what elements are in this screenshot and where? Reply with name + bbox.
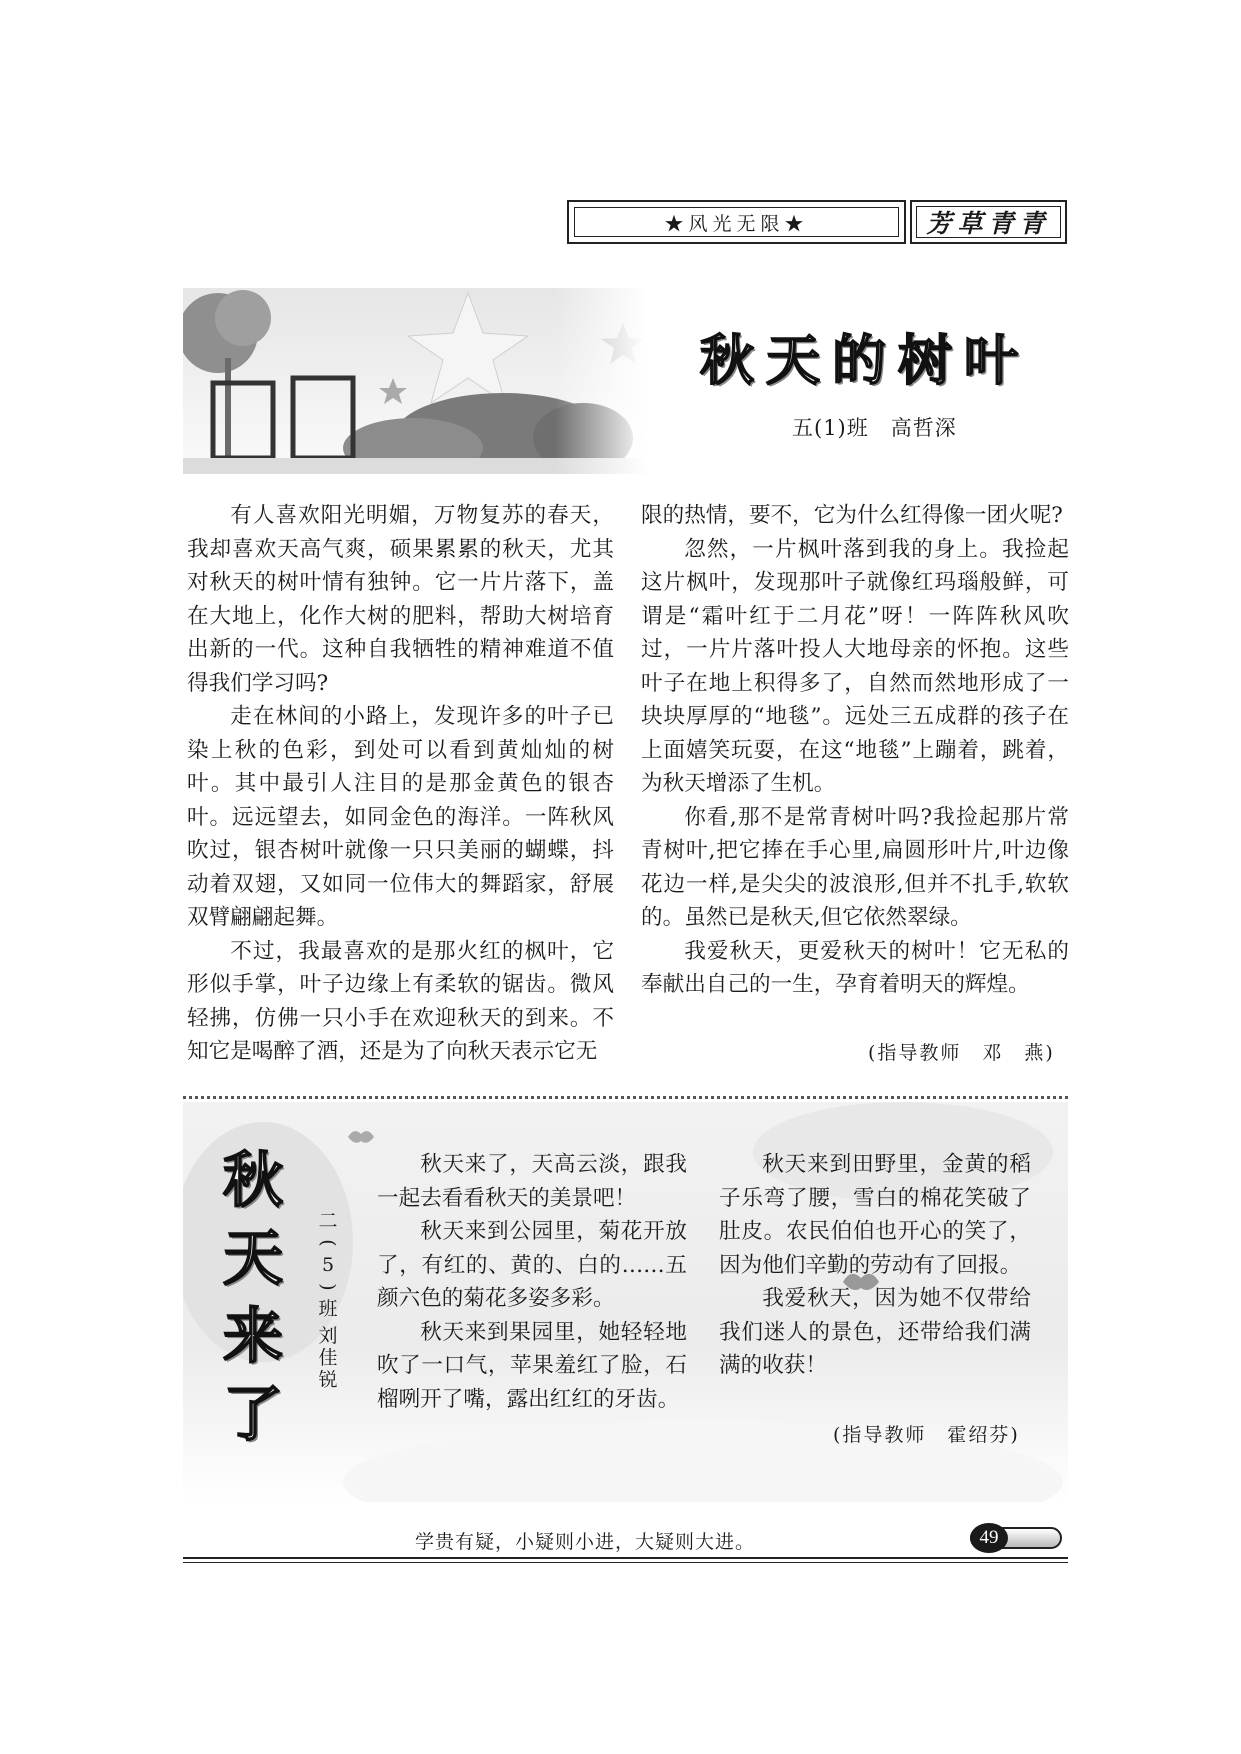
article-title: 秋天的树叶 (700, 328, 1030, 392)
section-divider (183, 1096, 1068, 1099)
autumn-landscape-illustration (183, 288, 648, 474)
class-char: ) (317, 1283, 339, 1291)
author-char: 锐 (318, 1369, 338, 1391)
poem-title-char: 了 (223, 1380, 283, 1450)
author-char: 佳 (318, 1347, 338, 1369)
paragraph: 秋天来了，天高云淡，跟我一起去看看秋天的美景吧！ (377, 1152, 687, 1211)
class-char: 5 (321, 1254, 335, 1276)
poem-title-char: 秋 (223, 1146, 283, 1216)
page-number: 49 (970, 1523, 1008, 1553)
footer-motto: 学贵有疑，小疑则小进，大疑则大进。 (415, 1531, 756, 1553)
paragraph: 秋天来到果园里，她轻轻地吹了一口气，苹果羞红了脸，石榴咧开了嘴，露出红红的牙齿。 (377, 1319, 687, 1412)
paragraph: 你看,那不是常青树叶吗?我捡起那片常青树叶,把它捧在手心里,扁圆形叶片,叶边像花边一样,是尖尖的波浪形,但并不扎手,软软的。虽然已是秋天,但它依然翠绿。 (641, 804, 1069, 930)
footer-rule (183, 1562, 1068, 1563)
class-char: ( (317, 1239, 339, 1247)
author-class (315, 1210, 341, 1320)
teacher-credit: (指导教师 霍绍芬) (833, 1424, 1020, 1446)
paragraph: 秋天来到公园里，菊花开放了，有红的、黄的、白的……五颜六色的菊花多姿多彩。 (377, 1219, 687, 1311)
poem-column-right (719, 1148, 1031, 1383)
poem-title (218, 1142, 288, 1454)
teacher-credit: (指导教师 邓 燕) (868, 1042, 1055, 1064)
paragraph: 走在林间的小路上，发现许多的叶子已染上秋的色彩，到处可以看到黄灿灿的树叶。其中最引人注目的是那金黄色的银杏叶。远远望去，如同金色的海洋。一阵秋风吹过，银杏树叶就像一只只美丽的蝴蝶，抖动着双翅，又如同一位伟大的舞蹈家，舒展双臂翩翩起舞。 (187, 704, 614, 930)
column-title: 芳草青青 (916, 206, 1061, 238)
author-char: 刘 (318, 1325, 338, 1347)
article-byline: 五(1)班 高哲深 (792, 416, 957, 440)
paragraph: 我爱秋天，因为她不仅带给我们迷人的景色，还带给我们满满的收获！ (719, 1286, 1031, 1378)
paragraph: 秋天来到田野里，金黄的稻子乐弯了腰，雪白的棉花笑破了肚皮。农民伯伯也开心的笑了，因为他们辛勤的劳动有了回报。 (719, 1152, 1031, 1278)
author-name (315, 1325, 341, 1391)
section-title: ★风光无限★ (574, 207, 899, 237)
class-char: 班 (318, 1298, 338, 1320)
column-header-box (910, 200, 1067, 244)
paragraph-continued: 限的热情，要不，它为什么红得像一团火呢? (641, 503, 1063, 528)
poem-title-char: 天 (223, 1224, 283, 1294)
article-column-left (187, 499, 614, 1069)
article-column-right (641, 499, 1069, 1002)
paragraph: 我爱秋天，更爱秋天的树叶！它无私的奉献出自己的一生，孕育着明天的辉煌。 (641, 938, 1069, 997)
poem-column-left (377, 1148, 687, 1416)
paragraph: 不过，我最喜欢的是那火红的枫叶，它形似手掌，叶子边缘上有柔软的锯齿。微风轻拂，仿佛一只小手在欢迎秋天的到来。不知它是喝醉了酒，还是为了向秋天表示它无 (187, 938, 614, 1064)
footer-rule (183, 1557, 1068, 1559)
paragraph: 忽然，一片枫叶落到我的身上。我捡起这片枫叶，发现那叶子就像红玛瑙般鲜，可谓是“霜叶红于二月花”呀！一阵阵秋风吹过，一片片落叶投人大地母亲的怀抱。这些叶子在地上积得多了，自然而然地形成了一块块厚厚的“地毯”。远处三五成群的孩子在上面嬉笑玩耍，在这“地毯”上蹦着，跳着，为秋天增添了生机。 (641, 536, 1069, 796)
paragraph: 有人喜欢阳光明媚，万物复苏的春天，我却喜欢天高气爽，硕果累累的秋天，尤其对秋天的树叶情有独钟。它一片片落下，盖在大地上，化作大树的肥料，帮助大树培育出新的一代。这种自我牺牲的精神难道不值得我们学习吗? (187, 503, 614, 696)
poem-title-char: 来 (223, 1302, 283, 1372)
section-header-box (567, 200, 906, 244)
class-char: 二 (318, 1210, 338, 1232)
